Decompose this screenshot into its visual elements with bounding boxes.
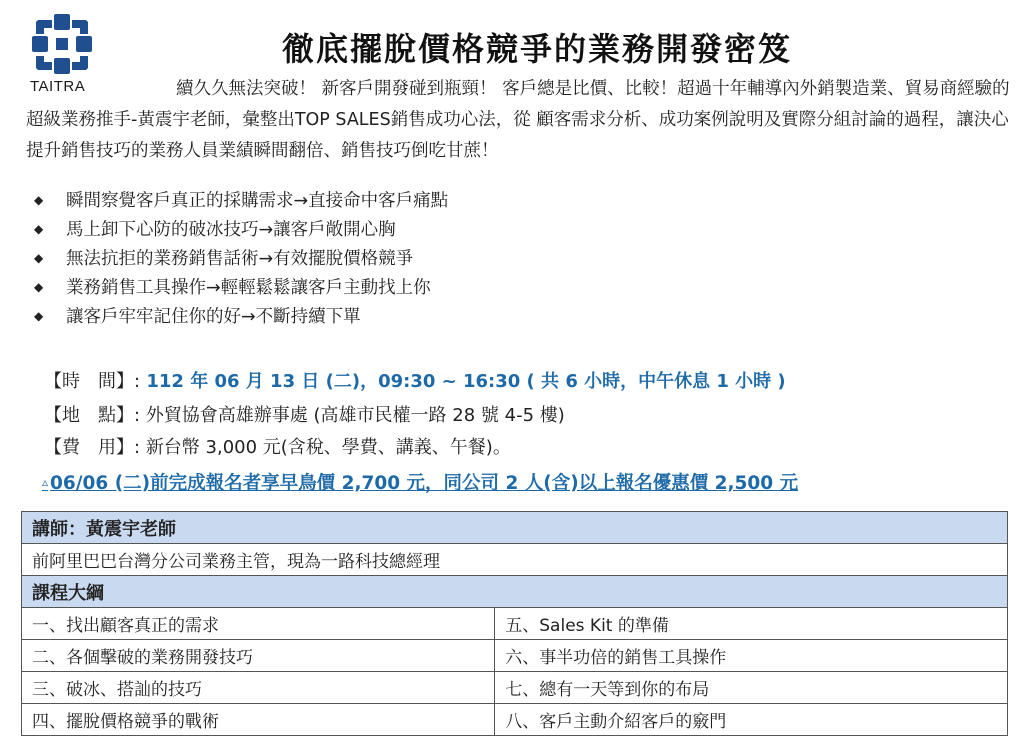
bullet-text: 讓客戶牢牢記住你的好→不斷持續下單 xyxy=(66,307,361,327)
event-place xyxy=(44,401,565,427)
instructor-header: 講師：黃震宇老師 xyxy=(22,512,1008,544)
place-value: 外貿協會高雄辦事處 (高雄市民權一路 28 號 4-5 樓) xyxy=(145,405,565,426)
outline-item: 八、客戶主動介紹客戶的竅門 xyxy=(495,704,1008,736)
event-fee xyxy=(44,433,511,459)
fee-value: 新台幣 3,000 元(含稅、學費、講義、午餐)。 xyxy=(145,437,511,458)
outline-item: 七、總有一天等到你的布局 xyxy=(495,672,1008,704)
time-label: 【時 間】: xyxy=(44,371,141,392)
time-value: 112 年 06 月 13 日 (二)，09:30 ~ 16:30 ( 共 6 小時，中午休息 1 小時 ) xyxy=(146,371,786,392)
early-bird-notice xyxy=(42,469,798,495)
taitra-logo-text: TAITRA xyxy=(30,78,86,95)
diamond-bullet-icon: ◆ xyxy=(34,309,44,323)
table-row xyxy=(22,672,1008,704)
event-time xyxy=(44,367,786,393)
list-item xyxy=(34,302,448,331)
bullet-text: 業務銷售工具操作→輕輕鬆鬆讓客戶主動找上你 xyxy=(66,278,431,298)
outline-item: 三、破冰、搭訕的技巧 xyxy=(22,672,495,704)
outline-item: 二、各個擊破的業務開發技巧 xyxy=(22,640,495,672)
bullet-text: 瞬間察覺客戶真正的採購需求→直接命中客戶痛點 xyxy=(66,191,449,211)
diamond-bullet-icon: ◆ xyxy=(34,193,44,207)
diamond-bullet-icon: ◆ xyxy=(34,280,44,294)
outline-item: 四、擺脫價格競爭的戰術 xyxy=(22,704,495,736)
early-bird-text: 06/06 (二)前完成報名者享早鳥價 2,700 元，同公司 2 人(含)以上報名優惠價 2,500 元 xyxy=(50,473,799,494)
outline-item: 六、事半功倍的銷售工具操作 xyxy=(495,640,1008,672)
outline-item: 一、找出顧客真正的需求 xyxy=(22,608,495,640)
list-item xyxy=(34,273,448,302)
table-row xyxy=(22,640,1008,672)
table-row xyxy=(22,608,1008,640)
intro-paragraph: 續久久無法突破！ 新客戶開發碰到瓶頸！ 客戶總是比價、比較！超過十年輔導內外銷製造業、貿易商經驗的超級業務推手-黃震宇老師，彙整出TOP SALES銷售成功心法，從 顧客需求分析、成功案例說明及實際分組討論的過程，讓決心提升銷售技巧的業務人員業績瞬間翻倍、銷售技巧倒吃甘蔗！ xyxy=(26,79,1010,161)
diamond-bullet-icon: ◆ xyxy=(34,222,44,236)
outline-header: 課程大綱 xyxy=(22,576,1008,608)
diamond-bullet-icon: ◆ xyxy=(34,251,44,265)
list-item xyxy=(34,215,448,244)
place-label: 【地 點】: xyxy=(44,405,141,426)
triangle-icon: ▵ xyxy=(42,475,49,489)
course-table xyxy=(21,511,1008,736)
list-item xyxy=(34,186,448,215)
bullet-text: 無法抗拒的業務銷售話術→有效擺脫價格競爭 xyxy=(66,249,414,269)
benefit-list xyxy=(34,186,448,331)
table-row xyxy=(22,704,1008,736)
bullet-text: 馬上卸下心防的破冰技巧→讓客戶敞開心胸 xyxy=(66,220,396,240)
instructor-bio: 前阿里巴巴台灣分公司業務主管，現為一路科技總經理 xyxy=(22,544,1008,576)
fee-label: 【費 用】: xyxy=(44,437,141,458)
list-item xyxy=(34,244,448,273)
page-title: 徹底擺脫價格競爭的業務開發密笈 xyxy=(282,30,793,68)
outline-item: 五、Sales Kit 的準備 xyxy=(495,608,1008,640)
